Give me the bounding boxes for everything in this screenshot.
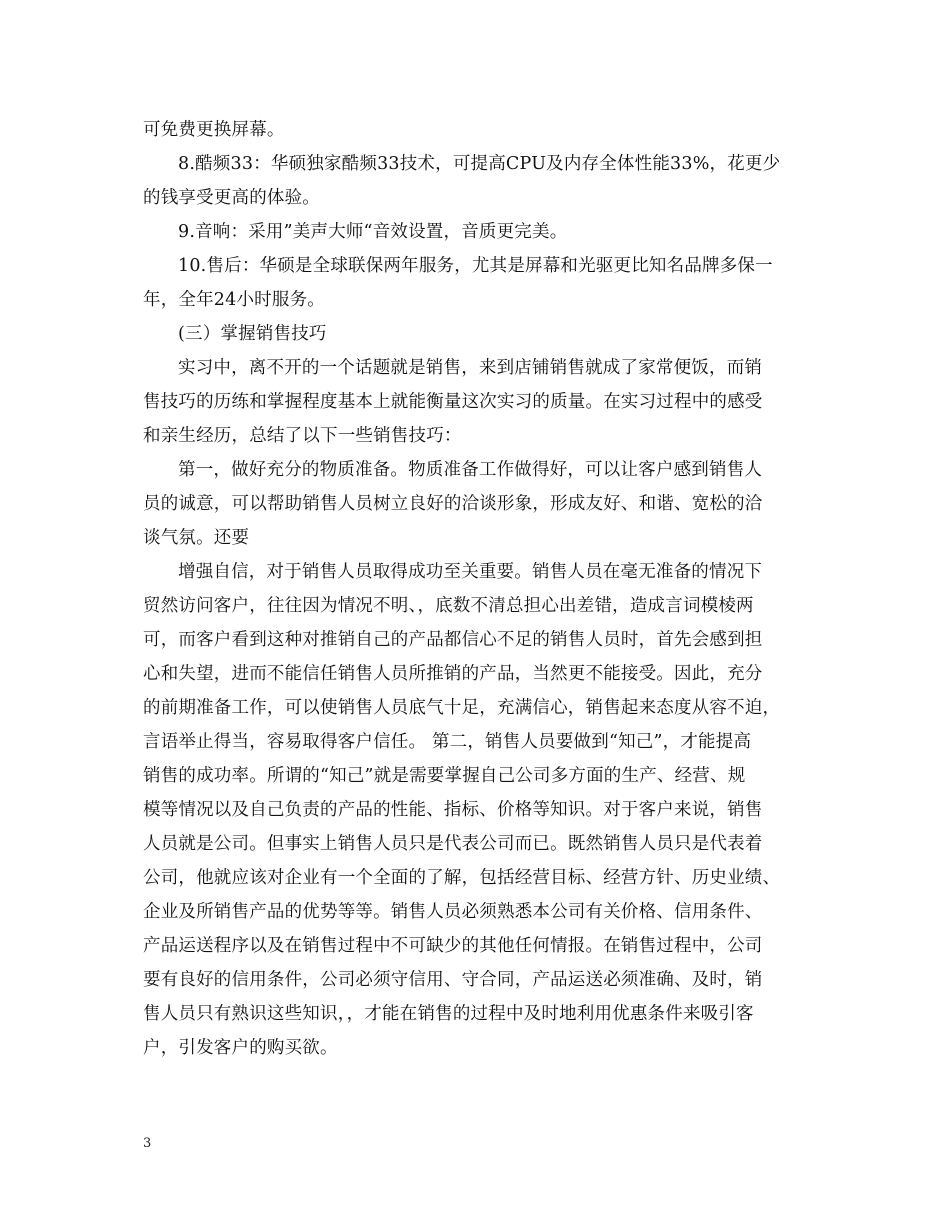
text-line: 产品运送程序以及在销售过程中不可缺少的其他任何情报。在销售过程中，公司 [143, 936, 763, 956]
text-line: 增强自信，对于销售人员取得成功至关重要。销售人员在毫无准备的情况下 [178, 562, 763, 582]
text-line: 年，全年24小时服务。 [143, 290, 325, 310]
text-line: 的钱享受更高的体验。 [143, 188, 320, 208]
text-line: 的前期准备工作，可以使销售人员底气十足，充满信心，销售起来态度从容不迫， [143, 698, 781, 718]
text-line: 8.酷频33：华硕独家酷频33技术，可提高CPU及内存全体性能33%，花更少 [178, 154, 781, 174]
text-line: 可免费更换屏幕。 [143, 120, 285, 140]
text-line: 谈气氛。还要 [143, 528, 250, 548]
text-line: 言语举止得当，容易取得客户信任。 第二，销售人员要做到“知己”，才能提高 [143, 732, 752, 752]
text-line: 公司，他就应该对企业有一个全面的了解，包括经营目标、经营方针、历史业绩、 [143, 868, 781, 888]
section-heading: (三）掌握销售技巧 [178, 324, 327, 344]
text-line: 企业及所销售产品的优势等等。销售人员必须熟悉本公司有关价格、信用条件、 [143, 902, 763, 922]
text-line: 10.售后：华硕是全球联保两年服务，尤其是屏幕和光驱更比知名品牌多保一 [178, 256, 773, 276]
text-line: 9.音响：采用”美声大师“音效设置，音质更完美。 [178, 222, 568, 242]
text-line: 模等情况以及自己负责的产品的性能、指标、价格等知识。对于客户来说，销售 [143, 800, 763, 820]
text-line: 心和失望，进而不能信任销售人员所推销的产品，当然更不能接受。因此，充分 [143, 664, 763, 684]
text-line: 贸然访问客户，往往因为情况不明、，底数不清总担心出差错，造成言词模棱两 [143, 596, 754, 616]
text-line: 和亲生经历，总结了以下一些销售技巧： [143, 426, 462, 446]
text-line: 可，而客户看到这种对推销自己的产品都信心不足的销售人员时，首先会感到担 [143, 630, 763, 650]
text-line: 第一，做好充分的物质准备。物质准备工作做得好，可以让客户感到销售人 [178, 460, 763, 480]
text-line: 员的诚意，可以帮助销售人员树立良好的洽谈形象，形成友好、和谐、宽松的洽 [143, 494, 763, 514]
text-line: 实习中，离不开的一个话题就是销售，来到店铺销售就成了家常便饭，而销 [178, 358, 763, 378]
text-line: 人员就是公司。但事实上销售人员只是代表公司而已。既然销售人员只是代表着 [143, 834, 763, 854]
body-text [143, 113, 811, 1065]
text-line: 销售的成功率。所谓的“知己”就是需要掌握自己公司多方面的生产、经营、规 [143, 766, 746, 786]
text-line: 售技巧的历练和掌握程度基本上就能衡量这次实习的质量。在实习过程中的感受 [143, 392, 763, 412]
page-number: 3 [143, 1136, 152, 1151]
text-line: 户，引发客户的购买欲。 [143, 1038, 338, 1058]
text-line: 要有良好的信用条件，公司必须守信用、守合同，产品运送必须准确、及时，销 [143, 970, 763, 990]
text-line: 售人员只有熟识这些知识，，才能在销售的过程中及时地利用优惠条件来吸引客 [143, 1004, 754, 1024]
